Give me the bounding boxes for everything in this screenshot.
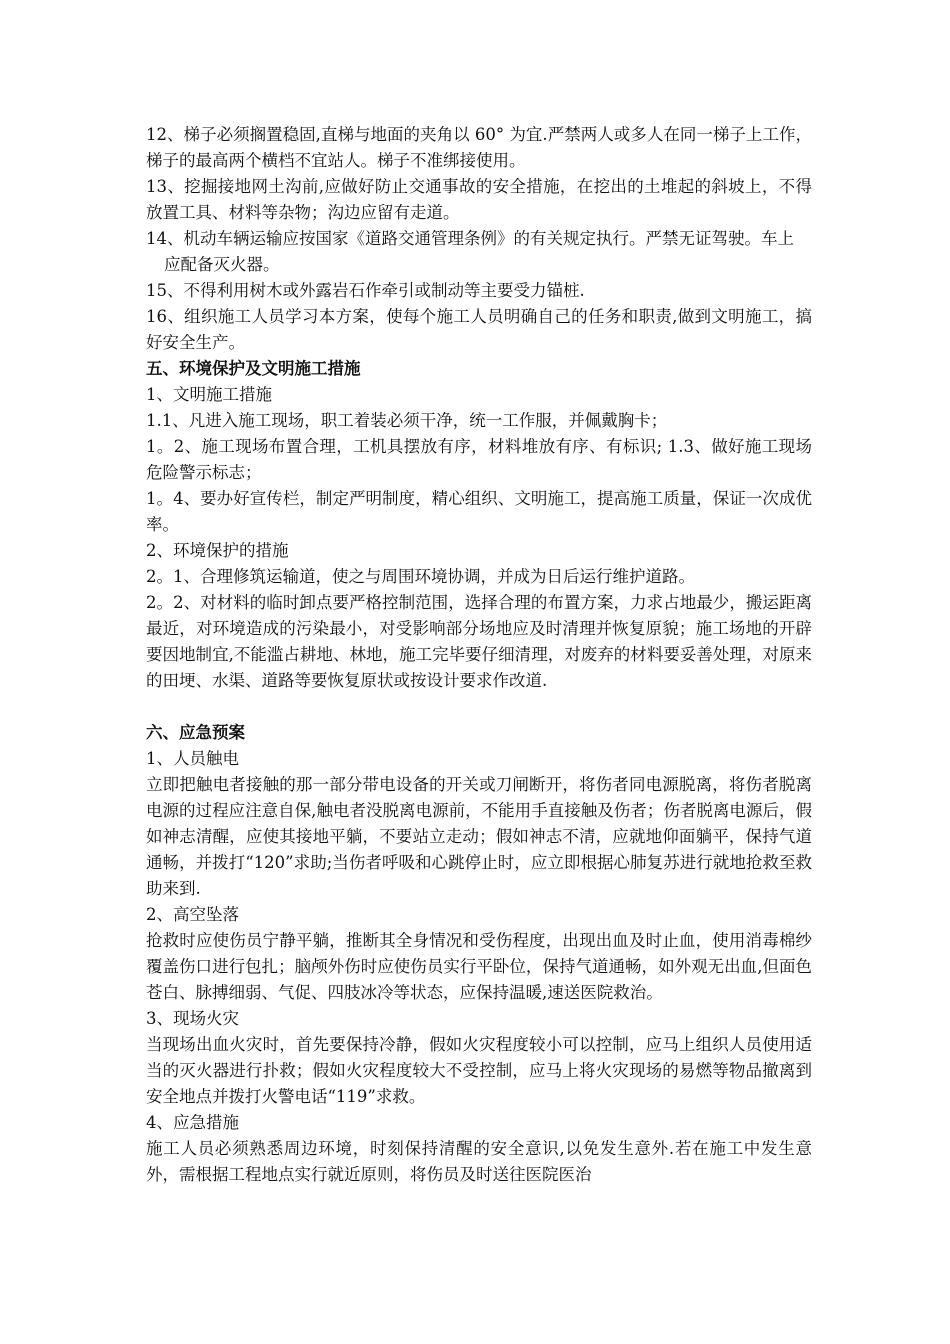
paragraph-continuation: 应配备灭火器。 — [164, 255, 280, 274]
paragraph: 2、环境保护的措施 — [146, 541, 289, 560]
paragraph: 15、不得利用树木或外露岩石作牵引或制动等主要受力锚桩. — [146, 281, 585, 300]
paragraph: 施工人员必须熟悉周边环境，时刻保持清醒的安全意识,以免发生意外.若在施工中发生意外，需根据工程地点实行就近原则，将伤员及时送往医院医治 — [146, 1139, 812, 1184]
paragraph: 1。4、要办好宣传栏，制定严明制度，精心组织、文明施工，提高施工质量，保证一次成优率。 — [146, 489, 812, 534]
paragraph: 2。2、对材料的临时卸点要严格控制范围，选择合理的布置方案，力求占地最少，搬运距离最近，对环境造成的污染最小，对受影响部分场地应及时清理并恢复原貌；施工场地的开辟要因地制宜,不能滥占耕地、林地，施工完毕要仔细清理，对废弃的材料要妥善处理，对原来的田埂、水渠、道路等要恢复原状或按设计要求作改道. — [146, 593, 812, 690]
paragraph: 12、梯子必须搁置稳固,直梯与地面的夹角以 60° 为宜.严禁两人或多人在同一梯子上工作，梯子的最高两个横档不宜站人。梯子不准绑接使用。 — [146, 125, 812, 170]
paragraph: 4、应急措施 — [146, 1113, 239, 1132]
paragraph: 立即把触电者接触的那一部分带电设备的开关或刀闸断开，将伤者同电源脱离，将伤者脱离电源的过程应注意自保,触电者没脱离电源前，不能用手直接触及伤者；伤者脱离电源后，假如神志清醒，应使其接地平躺，不要站立走动；假如神志不清，应就地仰面躺平，保持气道通畅，并拨打“120”求助;当伤者呼吸和心跳停止时，应立即根据心肺复苏进行就地抢救至救助来到. — [146, 775, 812, 898]
section-heading: 五、环境保护及文明施工措施 — [146, 359, 361, 378]
paragraph: 1。2、施工现场布置合理，工机具摆放有序，材料堆放有序、有标识; 1.3、做好施工现场危险警示标志； — [146, 437, 812, 482]
section-heading: 六、应急预案 — [146, 723, 245, 742]
blank-line — [146, 694, 812, 720]
document-body — [146, 122, 812, 1188]
paragraph: 3、现场火灾 — [146, 1009, 239, 1028]
paragraph: 2、高空坠落 — [146, 905, 239, 924]
paragraph: 抢救时应使伤员宁静平躺，推断其全身情况和受伤程度，出现出血及时止血，使用消毒棉纱覆盖伤口进行包扎；脑颅外伤时应使伤员实行平卧位，保持气道通畅，如外观无出血,但面色苍白、脉搏细弱、气促、四肢冰冷等状态，应保持温暖,速送医院救治。 — [146, 931, 812, 1002]
paragraph: 2。1、合理修筑运输道，使之与周围环境协调，并成为日后运行维护道路。 — [146, 567, 695, 586]
paragraph: 16、组织施工人员学习本方案，使每个施工人员明确自己的任务和职责,做到文明施工，搞好安全生产。 — [146, 307, 812, 352]
paragraph: 当现场出血火灾时，首先要保持冷静，假如火灾程度较小可以控制，应马上组织人员使用适当的灭火器进行扑救；假如火灾程度较大不受控制，应马上将火灾现场的易燃等物品撤离到安全地点并拨打火警电话“119”求救。 — [146, 1035, 812, 1106]
paragraph: 1.1、凡进入施工现场，职工着装必须干净，统一工作服，并佩戴胸卡； — [146, 411, 668, 430]
paragraph: 13、挖掘接地网土沟前,应做好防止交通事故的安全措施，在挖出的土堆起的斜坡上，不得放置工具、材料等杂物；沟边应留有走道。 — [146, 177, 812, 222]
paragraph: 1、文明施工措施 — [146, 385, 272, 404]
paragraph: 1、人员触电 — [146, 749, 239, 768]
paragraph: 14、机动车辆运输应按国家《道路交通管理条例》的有关规定执行。严禁无证驾驶。车上 — [146, 229, 794, 248]
